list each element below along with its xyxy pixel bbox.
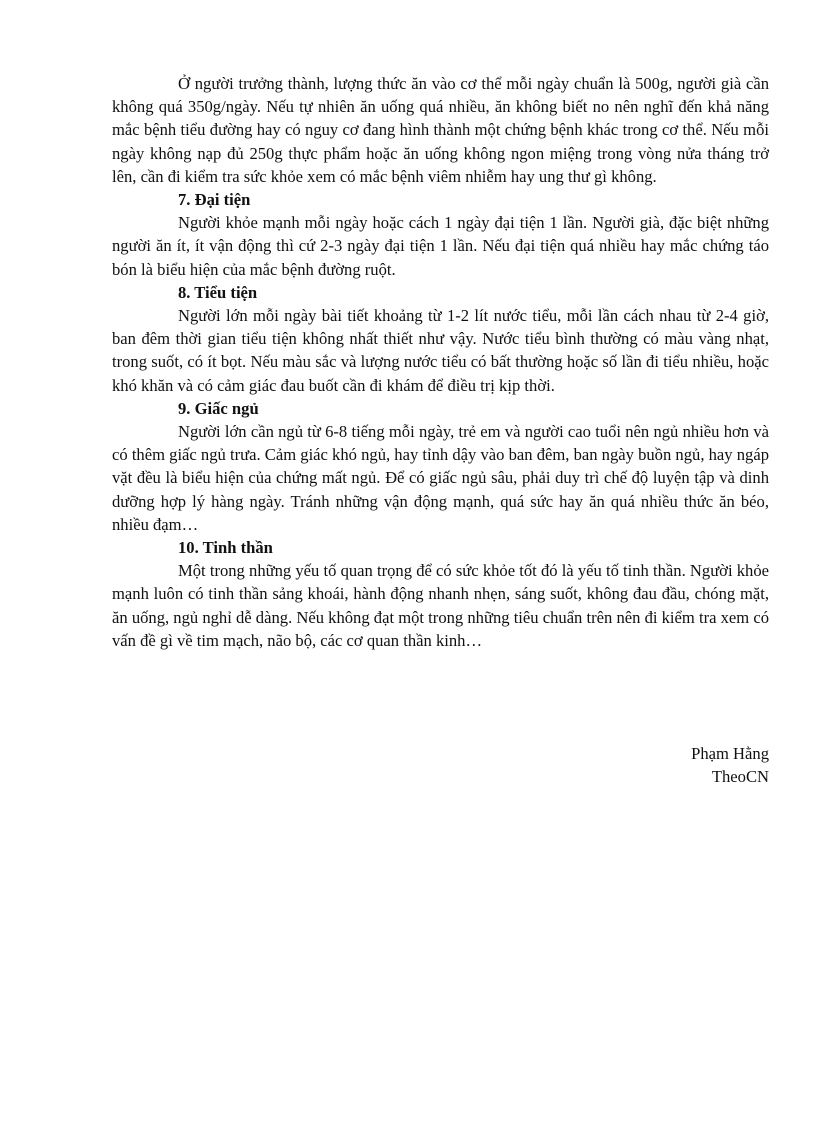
section-heading-dai-tien: 7. Đại tiện: [178, 190, 251, 210]
section-paragraph-tieu-tien: Người lớn mỗi ngày bài tiết khoảng từ 1-2 lít nước tiểu, mỗi lần cách nhau từ 2-4 giờ, ban đêm thời gian tiểu tiện không nhất thiết như vậy. Nước tiểu bình thường có màu vàng nhạt, trong suốt, có ít bọt. Nếu màu sắc và lượng nước tiểu có bất thường hoặc số lần đi tiểu nhiều, hoặc khó khăn và có cảm giác đau buốt cần đi khám để điều trị kịp thời.: [112, 306, 769, 395]
article-body: [112, 72, 769, 652]
intro-paragraph: Ở người trưởng thành, lượng thức ăn vào cơ thể mỗi ngày chuẩn là 500g, người già cần không quá 350g/ngày. Nếu tự nhiên ăn uống quá nhiều, ăn không biết no nên nghĩ đến khả năng mắc bệnh tiểu đường hay có nguy cơ đang hình thành một chứng bệnh khác trong cơ thể. Nếu mỗi ngày không nạp đủ 250g thực phẩm hoặc ăn uống không ngon miệng trong vòng nửa tháng trở lên, cần đi kiểm tra sức khỏe xem có mắc bệnh viêm nhiễm hay ung thư gì không.: [112, 74, 769, 186]
section-paragraph-tinh-than: Một trong những yếu tố quan trọng để có sức khỏe tốt đó là yếu tố tinh thần. Người khỏe mạnh luôn có tinh thần sảng khoái, hành động nhanh nhẹn, sáng suốt, không đau đầu, chóng mặt, ăn uống, ngủ nghỉ dễ dàng. Nếu không đạt một trong những tiêu chuẩn trên nên đi kiểm tra xem có vấn đề gì về tim mạch, não bộ, các cơ quan thần kinh…: [112, 561, 769, 650]
author-name: Phạm Hằng: [691, 744, 769, 763]
section-heading-tinh-than: 10. Tinh thần: [178, 538, 273, 558]
source-credit: TheoCN: [711, 767, 769, 787]
section-heading-giac-ngu: 9. Giấc ngủ: [178, 398, 259, 418]
signature-block: [691, 742, 769, 788]
section-heading-tieu-tien: 8. Tiểu tiện: [178, 282, 258, 302]
section-paragraph-dai-tien: Người khỏe mạnh mỗi ngày hoặc cách 1 ngày đại tiện 1 lần. Người già, đặc biệt những người ăn ít, ít vận động thì cứ 2-3 ngày đại tiện 1 lần. Nếu đại tiện quá nhiều hay mắc chứng táo bón là biểu hiện của mắc bệnh đường ruột.: [112, 213, 769, 279]
section-paragraph-giac-ngu: Người lớn cần ngủ từ 6-8 tiếng mỗi ngày, trẻ em và người cao tuổi nên ngủ nhiều hơn và có thêm giấc ngủ trưa. Cảm giác khó ngủ, hay tỉnh dậy vào ban đêm, ban ngày buồn ngủ, hay ngáp vặt đều là biểu hiện của chứng mất ngủ. Để có giấc ngủ sâu, phải duy trì chế độ luyện tập và dinh dưỡng hợp lý hàng ngày. Tránh những vận động mạnh, quá sức hay ăn quá nhiều thức ăn béo, nhiều đạm…: [112, 422, 769, 534]
